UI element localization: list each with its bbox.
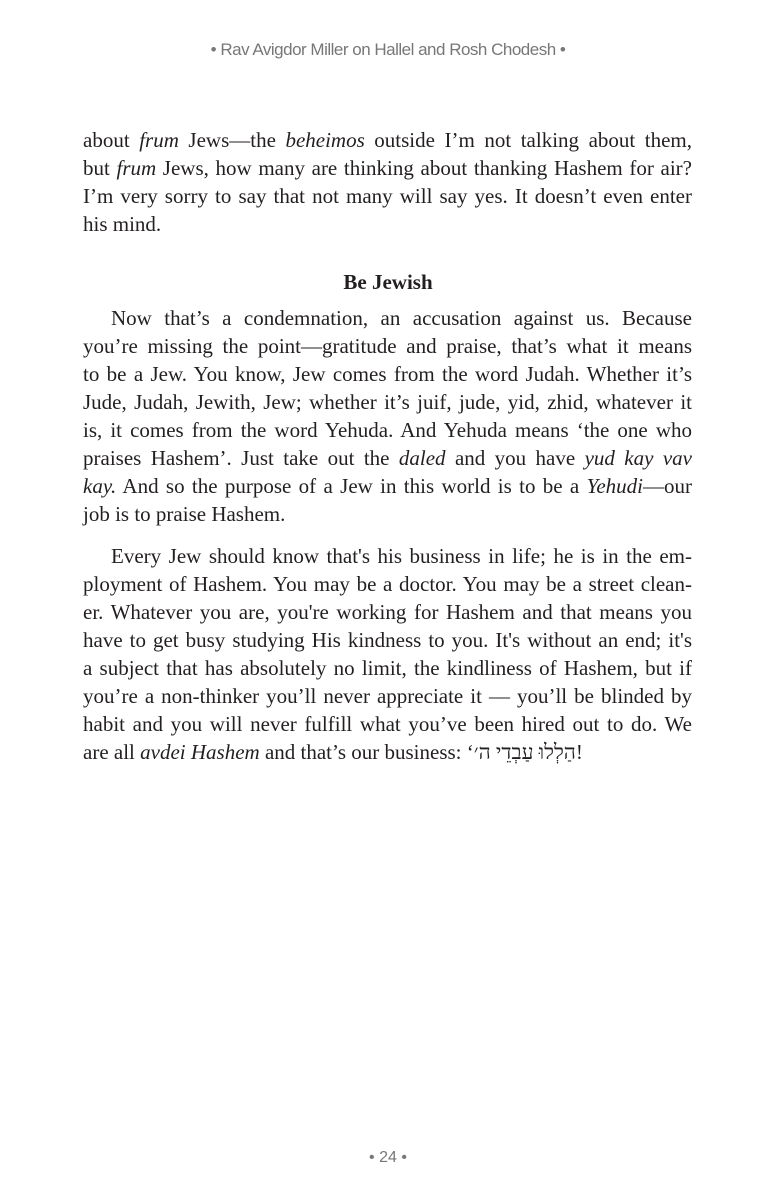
text-line xyxy=(83,542,692,570)
text-line xyxy=(83,710,692,738)
text-span: but xyxy=(83,156,117,180)
section-heading: Be Jewish xyxy=(343,270,433,294)
text-span: his mind. xyxy=(83,212,162,236)
text-span: er. Whatever you are, you're working for Hashem and that means you xyxy=(83,600,692,624)
text-span: Jews—the xyxy=(178,128,286,152)
text-span: habit and you will never fulfill what you’ve been hired out to do. We xyxy=(83,712,692,736)
text-span: ployment of Hashem. You may be a doctor. You may be a street clean- xyxy=(83,572,692,596)
italic-text: beheimos xyxy=(285,128,365,152)
text-line xyxy=(83,126,692,154)
text-span: —our xyxy=(643,474,692,498)
text-span: job is to praise Hashem. xyxy=(83,502,286,526)
text-line xyxy=(83,182,692,210)
text-span: I’m very sorry to say that not many will say yes. It doesn’t even enter xyxy=(83,184,692,208)
text-span: Jews, how many are thinking about thanking Hashem for air? xyxy=(156,156,692,180)
text-span: Now that’s a condemnation, an accusation against us. Because xyxy=(111,306,692,330)
text-span: is, it comes from the word Yehuda. And Yehuda means ‘the one who xyxy=(83,418,692,442)
paragraph-2 xyxy=(83,304,692,528)
text-span: are all xyxy=(83,740,141,764)
italic-text: Yehudi xyxy=(586,474,643,498)
text-line xyxy=(83,416,692,444)
text-line xyxy=(83,654,692,682)
text-span: have to get busy studying His kindness to you. It's without an end; it's xyxy=(83,628,692,652)
text-span: about xyxy=(83,128,140,152)
italic-text: yud kay vav xyxy=(584,446,692,470)
text-line xyxy=(83,738,692,766)
italic-text: frum xyxy=(139,128,179,152)
text-span: and that’s our business: ‘ xyxy=(259,740,474,764)
text-span: praises Hashem’. Just take out the xyxy=(83,446,399,470)
text-line xyxy=(83,500,692,528)
paragraph-1 xyxy=(83,126,692,238)
text-line xyxy=(83,570,692,598)
text-line xyxy=(83,626,692,654)
text-span: Every Jew should know that's his business in life; he is in the em- xyxy=(111,544,692,568)
italic-text: kay. xyxy=(83,474,117,498)
text-line xyxy=(83,210,692,238)
text-span: And so the purpose of a Jew in this world is to be a xyxy=(116,474,587,498)
text-line xyxy=(83,304,692,332)
text-span: a subject that has absolutely no limit, the kindliness of Hashem, but if xyxy=(83,656,692,680)
text-span: הַלְלוּ עַבְדֵי ה׳ xyxy=(473,740,576,764)
text-span: to be a Jew. You know, Jew comes from the word Judah. Whether it’s xyxy=(83,362,692,386)
italic-text: daled xyxy=(398,446,446,470)
text-line xyxy=(83,472,692,500)
text-line xyxy=(83,682,692,710)
text-span: ! xyxy=(575,740,583,764)
text-line xyxy=(83,154,692,182)
text-span: Jude, Judah, Jewith, Jew; whether it’s juif, jude, yid, zhid, whatever it xyxy=(83,390,692,414)
paragraph-3 xyxy=(83,542,692,766)
text-line xyxy=(83,598,692,626)
text-span: you’re missing the point—gratitude and praise, that’s what it means xyxy=(83,334,692,358)
text-line xyxy=(83,360,692,388)
running-header: • Rav Avigdor Miller on Hallel and Rosh Chodesh • xyxy=(210,40,566,59)
italic-text: frum xyxy=(116,156,157,180)
text-span: outside I’m not talking about them, xyxy=(364,128,692,152)
italic-text: avdei Hashem xyxy=(140,740,260,764)
page-number: • 24 • xyxy=(369,1149,407,1166)
text-line xyxy=(83,332,692,360)
text-line xyxy=(83,444,692,472)
text-line xyxy=(83,388,692,416)
text-span: and you have xyxy=(445,446,585,470)
text-span: you’re a non-thinker you’ll never appreciate it — you’ll be blinded by xyxy=(83,684,692,708)
